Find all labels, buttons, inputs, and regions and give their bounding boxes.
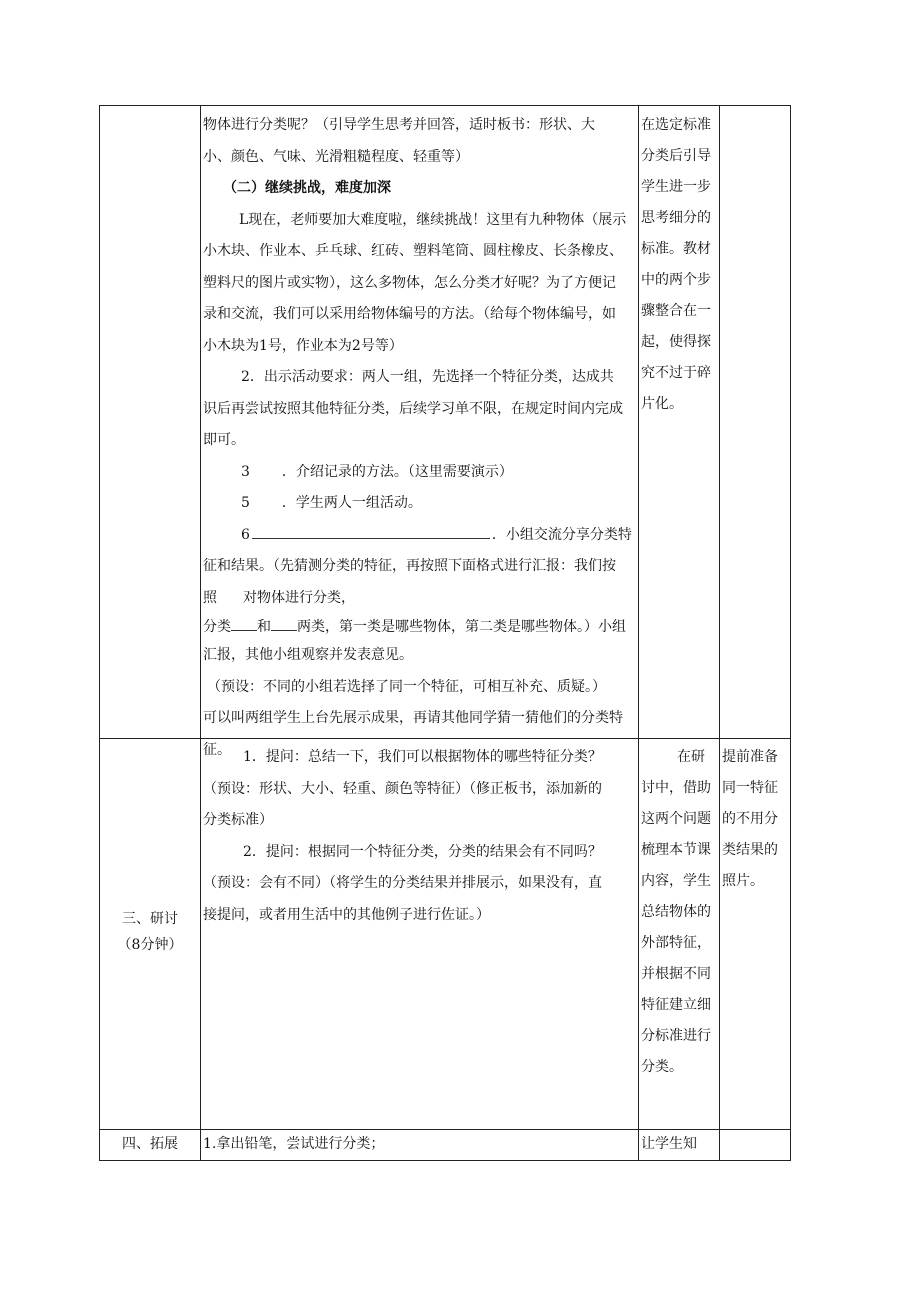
- table-right-border: [790, 105, 791, 1161]
- text-line: 征和结果。（先猜测分类的特征，再按照下面格式进行汇报：我们按: [203, 558, 616, 574]
- step-text: ．学生两人一组活动。: [281, 495, 422, 511]
- text-line: 1.拿出铅笔，尝试进行分类；: [203, 1136, 385, 1152]
- text-line: 即可。: [203, 432, 245, 448]
- section-title: 三、研讨: [122, 911, 178, 927]
- text-line: 征。: [203, 741, 231, 758]
- step-3-line: [203, 457, 637, 489]
- text-line: 接提问，或者用生活中的其他例子进行佐证。）: [203, 906, 490, 923]
- section4-content-cell: [203, 1130, 637, 1158]
- section2-content-cell: [203, 110, 637, 766]
- subheading: （二）继续挑战，难度加深: [223, 180, 391, 196]
- text-line: 2．出示活动要求：两人一组，先选择一个特征分类，达成共: [241, 369, 614, 385]
- fill-in-blank: [231, 616, 257, 631]
- text-line: 录和交流，我们可以采用给物体编号的方法。（给每个物体编号，如: [203, 306, 616, 322]
- section3-intent-cell: 在研 讨中，借助 这两个问题 梳理本节课 内容，学生 总结物体的 外部特征， 并根据不同 特征建立细 分标准进行 分类。: [641, 749, 711, 1075]
- text-line: L现在，老师要加大难度啦，继续挑战！这里有九种物体（展示: [239, 211, 627, 228]
- step-5-line: [203, 488, 637, 520]
- text-line: 小木块为1号，作业本为2号等）: [203, 337, 403, 354]
- text-line: 物体进行分类呢？（引导学生思考并回答，适时板书：形状、大: [203, 117, 595, 133]
- table-left-border: [99, 105, 100, 1161]
- text-line: 可以叫两组学生上台先展示成果，再请其他同学猜一猜他们的分类特: [203, 710, 623, 726]
- fill-in-blank: [252, 524, 490, 539]
- step-text: ．小组交流分享分类特: [491, 526, 632, 543]
- section4-label-cell: [101, 1130, 199, 1158]
- section4-intent-cell: 让学生知: [641, 1136, 697, 1152]
- step-number: 6: [241, 526, 250, 543]
- table-top-border: [99, 105, 791, 106]
- column-divider-1: [200, 105, 201, 1161]
- column-divider-2: [638, 105, 639, 1161]
- fill-in-blank: [271, 616, 297, 631]
- step-text: ．介绍记录的方法。（这里需要演示）: [281, 463, 513, 480]
- text-line: 2．提问：根据同一个特征分类，分类的结果会有不同吗？: [243, 843, 602, 860]
- text-line: （预设：形状、大小、轻重、颜色等特征）（修正板书，添加新的: [203, 780, 602, 797]
- text-line: 识后再尝试按照其他特征分类，后续学习单不限，在规定时间内完成: [203, 400, 623, 417]
- section2-intent-cell: 在选定标准 分类后引导 学生进一步 思考细分的 标准。教材 中的两个步 骤整合在一 起，使得探 究不过于碎 片化。: [641, 117, 711, 412]
- section-title: 四、拓展: [122, 1136, 178, 1152]
- text-line: 汇报，其他小组观察并发表意见。: [203, 647, 413, 663]
- text-line: 小、颜色、气味、光滑粗糙程度、轻重等）: [203, 148, 469, 165]
- text-line: 1．提问：总结一下，我们可以根据物体的哪些特征分类？: [243, 749, 602, 765]
- text-line: （预设：会有不同）（将学生的分类结果并排展示，如果没有，直: [203, 875, 602, 891]
- section3-prep-cell: 提前准备 同一特征 的不用分 类结果的 照片。: [722, 749, 778, 889]
- step-6-line: [203, 520, 637, 552]
- text-line: 分类 和 两类，第一类是哪些物体，第二类是哪些物体。）小组: [203, 614, 637, 640]
- section3-content-cell: [203, 742, 637, 931]
- section-duration: （8分钟）: [117, 937, 183, 953]
- text-line: 小木块、作业本、乒乓球、红砖、塑料笔筒、圆柱橡皮、长条橡皮、: [203, 243, 623, 259]
- section3-label-cell: [101, 906, 199, 958]
- step-number: 5: [241, 495, 250, 511]
- step-number: 3: [241, 463, 250, 480]
- column-divider-3: [719, 105, 720, 1161]
- text-line: 塑料尺的图片或实物），这么多物体，怎么分类才好呢？为了方便记: [203, 274, 616, 291]
- text-line: （预设：不同的小组若选择了同一个特征，可相互补充、质疑。）: [207, 678, 606, 695]
- text-line: 分类标准）: [203, 812, 273, 828]
- text-line: 照 对物体进行分类，: [203, 589, 355, 606]
- table-bottom-border: [99, 1160, 791, 1161]
